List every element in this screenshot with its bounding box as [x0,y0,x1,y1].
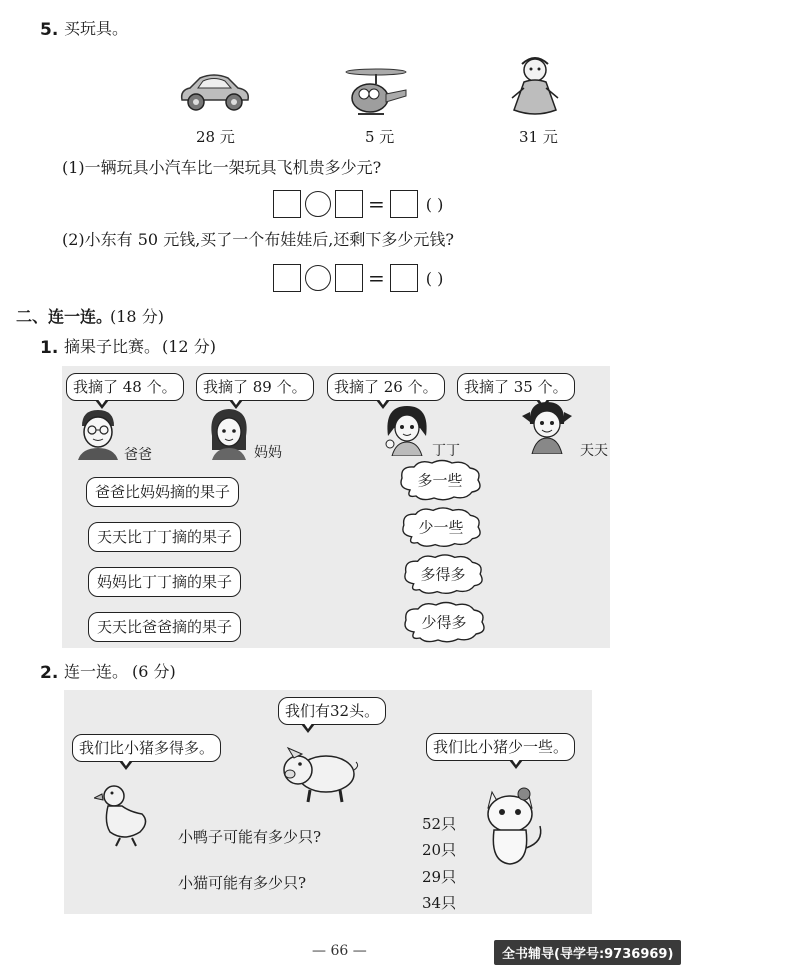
q1-number: 1. [40,338,59,358]
speech-text: 我摘了 48 个。 [73,378,177,396]
speech-bubble-cat [426,733,575,761]
option-text: 少一些 [418,518,464,537]
pig-icon [280,742,360,804]
section2-score: (18 分) [110,307,164,326]
unit-blank[interactable]: ( ) [425,194,444,214]
q5-number: 5. [40,20,59,40]
q2-score: (6 分) [132,662,176,681]
speech-text: 我们有32头。 [285,702,380,720]
q2-number: 2. [40,663,59,683]
speech-text: 我摘了 35 个。 [464,378,568,396]
tiantian-label: 天天 [580,443,608,459]
equals-sign: = [368,192,385,216]
toy-car-icon [176,70,254,114]
bubble-tail [119,761,133,770]
dad-label: 爸爸 [124,447,152,463]
answer-option[interactable]: 52只 [422,815,457,833]
operator-circle[interactable] [305,191,331,217]
statement-box[interactable]: 天天比丁丁摘的果子 [88,522,241,552]
toy-car-price: 28 元 [196,128,235,146]
speech-bubble-mom [196,373,314,401]
option-cloud[interactable] [398,505,484,549]
answer-option[interactable]: 20只 [422,841,457,859]
mom-icon [206,406,252,460]
statement-box[interactable]: 妈妈比丁丁摘的果子 [88,567,241,597]
statement-box[interactable]: 天天比爸爸摘的果子 [88,612,241,642]
answer-box[interactable] [390,264,418,292]
speech-text: 我摘了 26 个。 [334,378,438,396]
answer-box[interactable] [335,190,363,218]
option-cloud[interactable] [400,552,486,596]
question-duck: 小鸭子可能有多少只? [178,828,322,846]
speech-text: 我们比小猪多得多。 [79,739,215,757]
mom-label: 妈妈 [254,445,282,461]
statement-box[interactable]: 爸爸比妈妈摘的果子 [86,477,239,507]
toy-helicopter-icon [340,64,412,120]
equals-sign: = [368,266,385,290]
answer-box[interactable] [273,264,301,292]
section2-title: 二、连一连。 [16,307,113,326]
speech-bubble-tiantian [457,373,575,401]
unit-blank[interactable]: ( ) [425,268,444,288]
page-number: — 66 — [312,943,367,959]
speech-bubble-pig [278,697,386,725]
dad-icon [74,408,122,460]
speech-bubble-dingding [327,373,445,401]
dingding-label: 丁丁 [432,443,460,459]
option-text: 多得多 [420,565,466,584]
answer-option[interactable]: 34只 [422,894,457,912]
answer-option[interactable]: 29只 [422,868,457,886]
q1-score: (12 分) [162,337,216,356]
equation-row-2 [273,263,443,293]
duck-icon [94,782,154,848]
speech-text: 我摘了 89 个。 [203,378,307,396]
speech-bubble-duck [72,734,221,762]
guide-badge: 全书辅导(导学号:9736969) [494,940,681,965]
question-cat: 小猫可能有多少只? [178,874,307,892]
cat-icon [478,782,550,868]
answer-box[interactable] [335,264,363,292]
option-text: 少得多 [421,613,467,632]
q5-title: 买玩具。 [64,19,129,38]
doll-icon [506,54,564,120]
doll-price: 31 元 [519,128,558,146]
q2-title: 连一连。 [64,662,129,681]
option-cloud[interactable] [396,458,484,502]
q1-title: 摘果子比赛。 [64,337,161,356]
bubble-tail [509,760,523,769]
speech-bubble-dad [66,373,184,401]
answer-box[interactable] [273,190,301,218]
answer-box[interactable] [390,190,418,218]
operator-circle[interactable] [305,265,331,291]
speech-text: 我们比小猪少一些。 [433,738,569,756]
option-cloud[interactable] [400,599,488,645]
bubble-tail [301,724,315,733]
q5-sub1: (1)一辆玩具小汽车比一架玩具飞机贵多少元? [62,158,382,177]
q5-sub2: (2)小东有 50 元钱,买了一个布娃娃后,还剩下多少元钱? [62,230,454,249]
equation-row-1 [273,189,443,219]
toy-helicopter-price: 5 元 [365,128,395,146]
option-text: 多一些 [417,471,463,490]
tiantian-icon [520,398,574,454]
dingding-icon [384,402,430,456]
